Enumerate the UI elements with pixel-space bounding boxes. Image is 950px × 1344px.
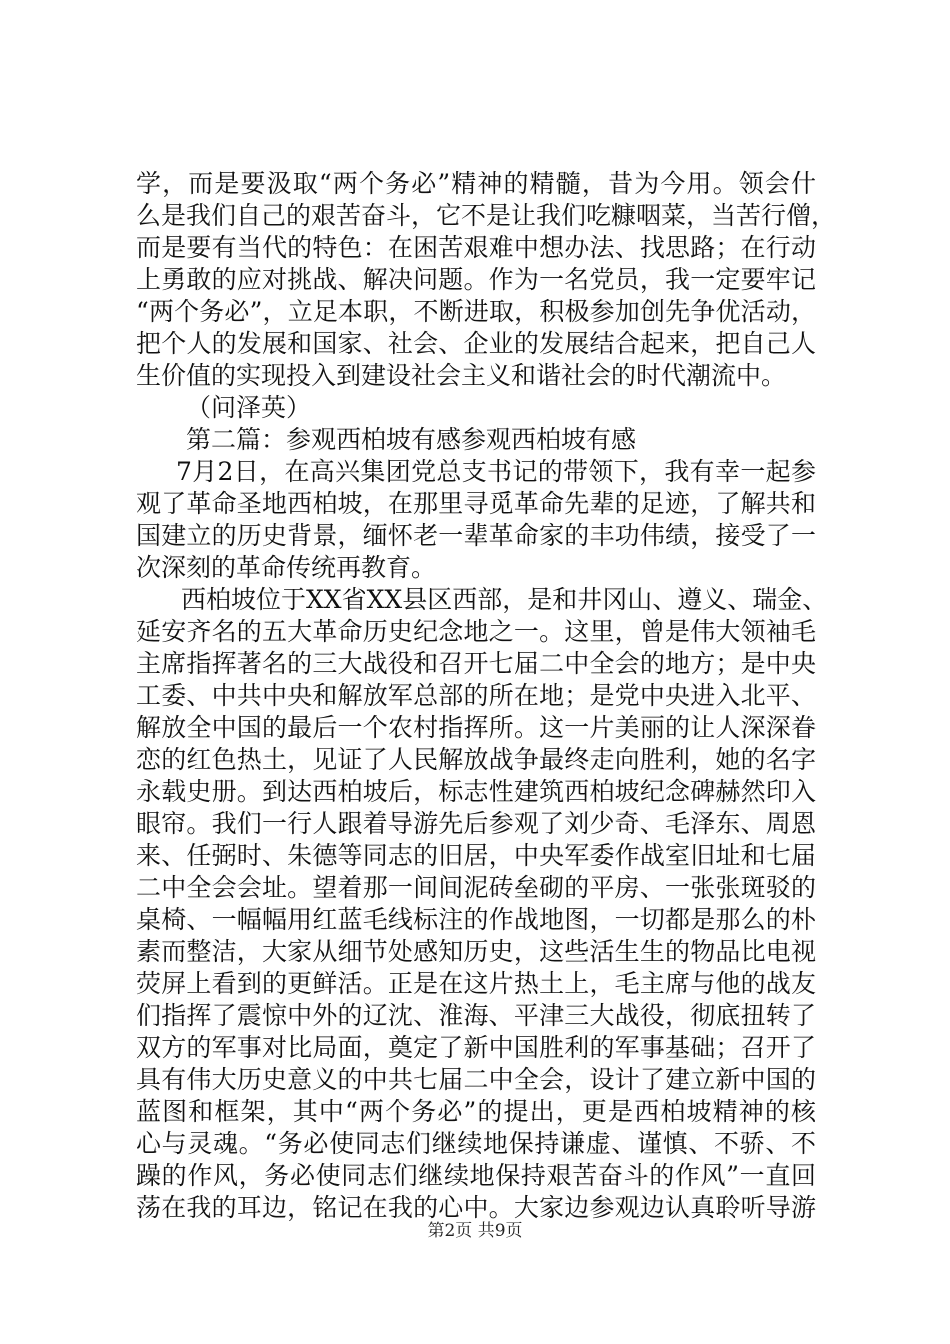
text-line: 么是我们自己的艰苦奋斗，它不是让我们吃糠咽菜，当苦行僧， xyxy=(136,201,837,230)
text-line: 双方的军事对比局面，奠定了新中国胜利的军事基础；召开了 xyxy=(136,1033,816,1062)
page-number-footer: 第2页 共9页 xyxy=(427,1221,523,1241)
text-line: 荧屏上看到的更鲜活。正是在这片热土上，毛主席与他的战友 xyxy=(136,969,816,998)
text-line: 眼帘。我们一行人跟着导游先后参观了刘少奇、毛泽东、周恩 xyxy=(136,809,816,838)
text-line: 恋的红色热土，见证了人民解放战争最终走向胜利，她的名字 xyxy=(136,745,816,774)
text-line: 工委、中共中央和解放军总部的所在地；是党中央进入北平、 xyxy=(136,681,816,710)
text-line: 素而整洁，大家从细节处感知历史，这些活生生的物品比电视 xyxy=(136,937,816,966)
text-line: 7月2日，在高兴集团党总支书记的带领下，我有幸一起参 xyxy=(176,457,816,486)
text-line: 主席指挥著名的三大战役和召开七届二中全会的地方；是中央 xyxy=(136,649,816,678)
text-line: 上勇敢的应对挑战、解决问题。作为一名党员，我一定要牢记 xyxy=(136,265,816,294)
text-line: 蓝图和框架，其中“两个务必”的提出，更是西柏坡精神的核 xyxy=(136,1097,816,1126)
text-line: 心与灵魂。“务必使同志们继续地保持谦虚、谨慎、不骄、不 xyxy=(136,1129,816,1158)
document-body xyxy=(136,168,837,1224)
text-line: 躁的作风，务必使同志们继续地保持艰苦奋斗的作风”一直回 xyxy=(136,1161,816,1190)
text-line: 荡在我的耳边，铭记在我的心中。大家边参观边认真聆听导游 xyxy=(136,1193,816,1222)
text-line: 学，而是要汲取“两个务必”精神的精髓，昔为今用。领会什 xyxy=(136,169,816,198)
text-line: 们指挥了震惊中外的辽沈、淮海、平津三大战役，彻底扭转了 xyxy=(136,1001,816,1030)
section-heading: 第二篇：参观西柏坡有感参观西柏坡有感 xyxy=(186,425,637,454)
text-line: 国建立的历史背景，缅怀老一辈革命家的丰功伟绩，接受了一 xyxy=(136,521,816,550)
text-line: 生价值的实现投入到建设社会主义和谐社会的时代潮流中。 xyxy=(136,361,787,390)
text-line: 永载史册。到达西柏坡后，标志性建筑西柏坡纪念碑赫然印入 xyxy=(136,777,816,806)
text-line: 延安齐名的五大革命历史纪念地之一。这里，曾是伟大领袖毛 xyxy=(136,617,816,646)
text-line: 次深刻的革命传统再教育。 xyxy=(136,553,437,582)
text-line: 西柏坡位于XX省XX县区西部，是和井冈山、遵义、瑞金、 xyxy=(181,585,828,614)
text-line: 把个人的发展和国家、社会、企业的发展结合起来，把自己人 xyxy=(136,329,816,358)
text-line: 而是要有当代的特色：在困苦艰难中想办法、找思路；在行动 xyxy=(136,233,816,262)
text-line: 具有伟大历史意义的中共七届二中全会，设计了建立新中国的 xyxy=(136,1065,816,1094)
text-line: 二中全会会址。望着那一间间泥砖垒砌的平房、一张张斑驳的 xyxy=(136,873,816,902)
text-line: 观了革命圣地西柏坡，在那里寻觅革命先辈的足迹，了解共和 xyxy=(136,489,816,518)
text-line: 桌椅、一幅幅用红蓝毛线标注的作战地图，一切都是那么的朴 xyxy=(136,905,816,934)
text-line: 来、任弼时、朱德等同志的旧居，中央军委作战室旧址和七届 xyxy=(136,841,816,870)
text-line: 解放全中国的最后一个农村指挥所。这一片美丽的让人深深眷 xyxy=(136,713,816,742)
text-line: “两个务必”，立足本职，不断进取，积极参加创先争优活动， xyxy=(136,297,816,326)
author-line: （问泽英） xyxy=(186,393,312,422)
